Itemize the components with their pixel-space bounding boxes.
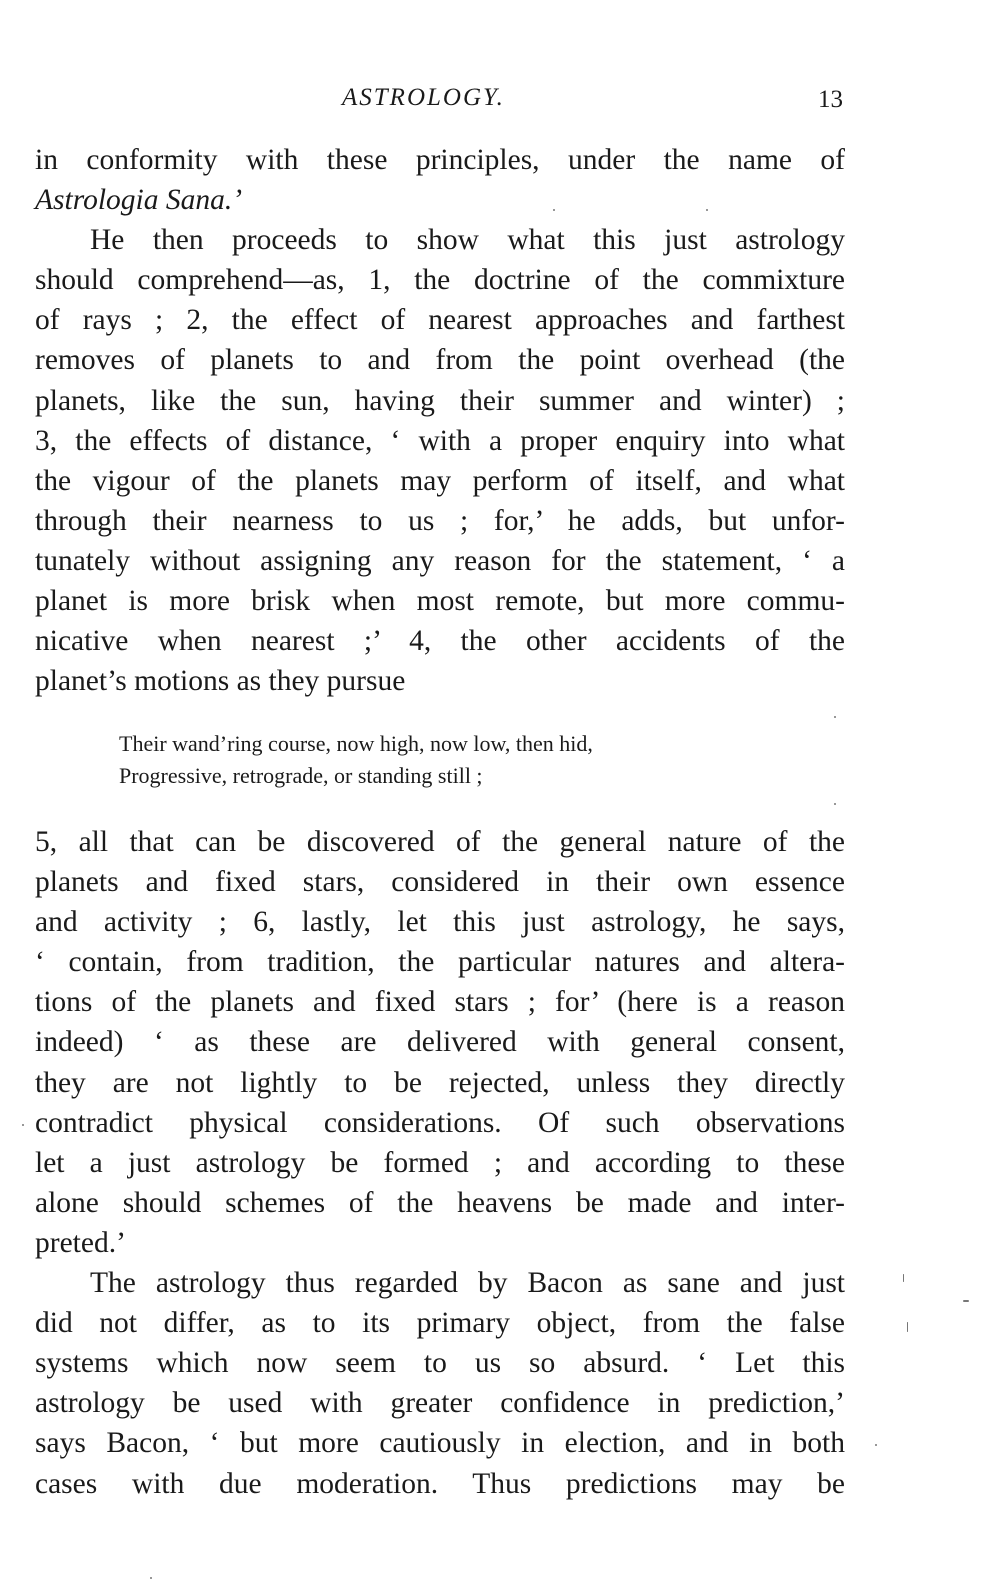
text-line: planet’s motions as they pursue: [35, 665, 406, 698]
text-line-italic: Astrologia Sana.’: [35, 184, 243, 217]
scan-speck: [150, 1577, 152, 1579]
text-line: ‘ contain, from tradition, the particular natures and altera-: [35, 946, 845, 979]
page-number: 13: [818, 86, 843, 113]
verse-quote: [119, 728, 759, 792]
scan-speck: [22, 1124, 24, 1126]
text-line: should comprehend—as, 1, the doctrine of the commixture: [35, 264, 845, 297]
scan-speck: [875, 1444, 877, 1446]
text-line: contradict physical considerations. Of such observations: [35, 1106, 845, 1139]
text-line: the vigour of the planets may perform of itself, and what: [35, 464, 845, 497]
text-line: they are not lightly to be rejected, unless they directly: [35, 1066, 845, 1099]
text-line: in conformity with these principles, under the name of: [35, 144, 845, 176]
text-line: planets and fixed stars, considered in their own essence: [35, 866, 845, 899]
text-line: removes of planets to and from the point overhead (the: [35, 344, 845, 377]
scan-speck: [834, 803, 836, 805]
quote-line: Progressive, retrograde, or standing still ;: [119, 763, 483, 788]
text-line: did not differ, as to its primary object, from the false: [35, 1307, 845, 1340]
scan-speck: [963, 1300, 969, 1302]
text-line: planet is more brisk when most remote, but more commu-: [35, 585, 845, 618]
body-text-block-1: [35, 140, 845, 701]
text-line: systems which now seem to us so absurd. ‘ Let this: [35, 1347, 845, 1380]
scan-speck: [907, 1322, 908, 1332]
scan-speck: [834, 716, 836, 718]
text-line: of rays ; 2, the effect of nearest approaches and farthest: [35, 304, 845, 337]
text-line: The astrology thus regarded by Bacon as sane and just: [90, 1267, 845, 1300]
text-line: and activity ; 6, lastly, let this just astrology, he says,: [35, 906, 845, 939]
text-line: alone should schemes of the heavens be made and inter-: [35, 1186, 845, 1219]
text-line: cases with due moderation. Thus predictions may be: [35, 1467, 845, 1500]
text-line: tions of the planets and fixed stars ; for’ (here is a reason: [35, 986, 845, 1019]
text-line: planets, like the sun, having their summer and winter) ;: [35, 384, 845, 417]
text-line: through their nearness to us ; for,’ he adds, but unfor-: [35, 504, 845, 537]
text-line: He then proceeds to show what this just astrology: [90, 224, 845, 257]
scan-speck: [903, 1274, 904, 1282]
quote-line: Their wand’ring course, now high, now low, then hid,: [119, 731, 593, 756]
body-text-block-2: [35, 822, 845, 1504]
text-line: 5, all that can be discovered of the general nature of the: [35, 826, 845, 858]
text-line: let a just astrology be formed ; and according to these: [35, 1146, 845, 1179]
text-line: nicative when nearest ;’ 4, the other accidents of the: [35, 625, 845, 658]
scan-speck: [706, 209, 708, 211]
text-line: 3, the effects of distance, ‘ with a proper enquiry into what: [35, 424, 845, 457]
text-line: preted.’: [35, 1226, 126, 1259]
text-line: tunately without assigning any reason for the statement, ‘ a: [35, 544, 845, 577]
scan-speck: [553, 209, 555, 211]
running-title: ASTROLOGY.: [342, 84, 505, 111]
text-line: indeed) ‘ as these are delivered with general consent,: [35, 1026, 845, 1059]
text-line: astrology be used with greater confidence in prediction,’: [35, 1387, 845, 1420]
running-head: [0, 82, 1000, 118]
text-line: says Bacon, ‘ but more cautiously in election, and in both: [35, 1427, 845, 1460]
